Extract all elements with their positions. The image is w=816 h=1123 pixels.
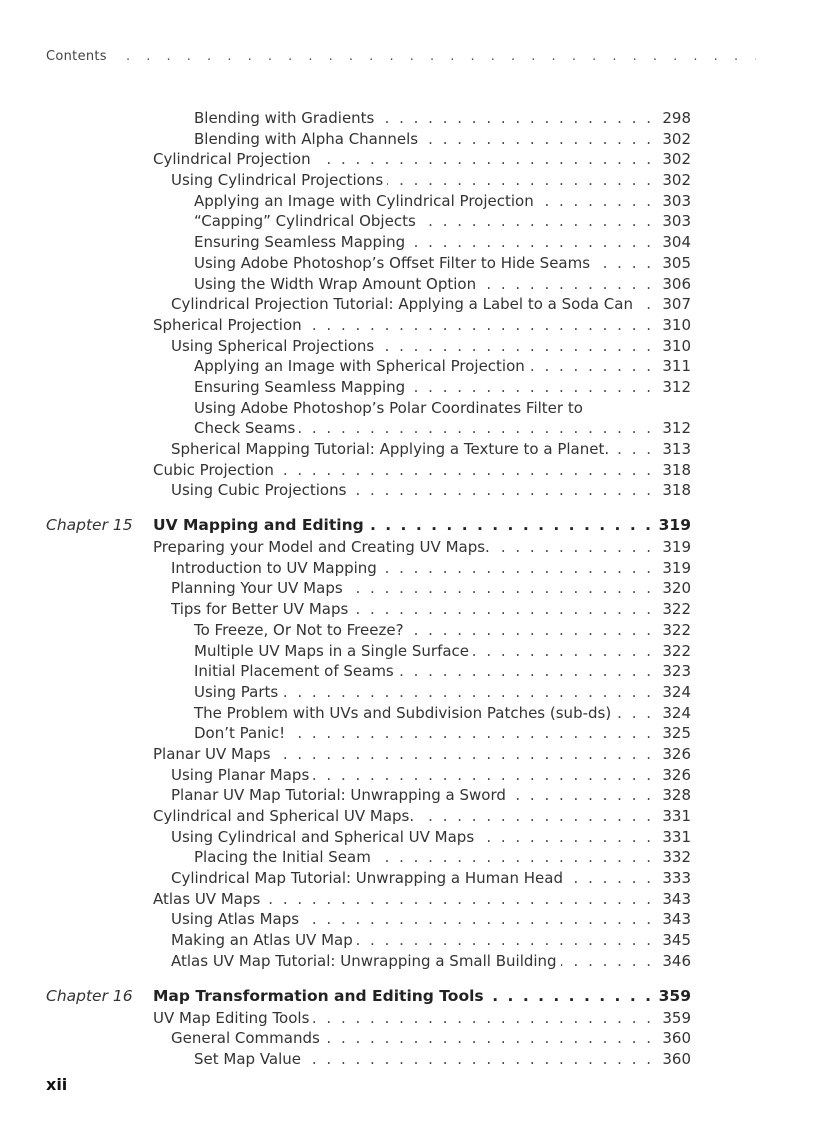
toc-entry[interactable] [0,1028,816,1049]
toc-entry[interactable] [0,868,816,889]
dot-leader [420,211,651,232]
dot-leader [352,599,651,620]
entry-title: Using Cylindrical and Spherical UV Maps [171,827,478,848]
toc-entry[interactable] [0,723,816,744]
entry-title: Applying an Image with Spherical Projection [194,356,529,377]
dot-leader [398,661,651,682]
entry-page-number: 322 [662,620,691,639]
chapter-label: Chapter 16 [46,986,133,1005]
dot-leader [637,294,651,315]
page-folio: xii [46,1075,68,1094]
entry-title: Spherical Mapping Tutorial: Applying a Texture to a Planet. [171,439,613,460]
dot-leader [370,513,651,537]
dot-leader [408,620,651,641]
toc-entry[interactable] [0,232,816,253]
entry-title: Spherical Projection [153,315,306,336]
entry-page-number: 324 [662,703,691,722]
toc-entry[interactable] [0,682,816,703]
chapter-title: UV Mapping and Editing [153,516,364,535]
dot-leader [473,641,651,662]
chapter-page-number: 359 [658,986,691,1005]
dot-leader [282,682,651,703]
entry-title: Atlas UV Map Tutorial: Unwrapping a Small Building [171,951,561,972]
entry-title: Cubic Projection [153,460,278,481]
toc-entry[interactable] [0,253,816,274]
entry-title: Blending with Alpha Channels [194,129,422,150]
toc-entry[interactable] [0,398,816,419]
toc-entry[interactable] [0,620,816,641]
toc-entry[interactable] [0,149,816,170]
entry-page-number: 331 [662,827,691,846]
toc-entry[interactable] [0,806,816,827]
dot-leader [387,170,651,191]
entry-title: Set Map Value [194,1049,305,1070]
entry-page-number: 306 [662,274,691,293]
toc-chapter[interactable] [0,513,816,537]
toc-entry[interactable] [0,294,816,315]
entry-title: Ensuring Seamless Mapping [194,232,409,253]
toc-entry[interactable] [0,377,816,398]
entry-page-number: 305 [662,253,691,272]
toc-entry[interactable] [0,170,816,191]
entry-page-number: 311 [662,357,691,376]
entry-page-number: 302 [662,171,691,190]
entry-page-number: 346 [662,951,691,970]
toc-entry[interactable] [0,439,816,460]
dot-leader [378,108,651,129]
toc-entry[interactable] [0,315,816,336]
dot-leader [418,806,651,827]
toc-entry[interactable] [0,418,816,439]
dot-leader [490,984,651,1008]
entry-title: Using Cylindrical Projections [171,170,387,191]
toc-entry[interactable] [0,744,816,765]
entry-page-number: 298 [662,109,691,127]
dot-leader [567,868,651,889]
entry-page-number: 360 [662,1049,691,1068]
entry-page-number: 345 [662,931,691,950]
chapter-title: Map Transformation and Editing Tools [153,986,484,1005]
entry-title: Using Cubic Projections [171,480,350,501]
dot-leader [303,909,651,930]
entry-title: Ensuring Seamless Mapping [194,377,409,398]
entry-title: Making an Atlas UV Map [171,930,357,951]
entry-title: Planar UV Map Tutorial: Unwrapping a Sword [171,785,510,806]
entry-page-number: 320 [662,579,691,598]
toc-entry[interactable] [0,847,816,868]
toc-entry[interactable] [0,827,816,848]
dot-leader [313,765,651,786]
entry-title: The Problem with UVs and Subdivision Patches (sub-ds) [194,703,615,724]
entry-page-number: 302 [662,129,691,148]
chapter-label: Chapter 15 [46,516,133,535]
entry-title: Atlas UV Maps [153,889,264,910]
entry-page-number: 307 [662,295,691,314]
entry-title: Using the Width Wrap Amount Option [194,274,480,295]
entry-page-number: 359 [662,1008,691,1027]
dot-leader [538,191,651,212]
entry-page-number: 310 [662,336,691,355]
dot-leader [480,274,651,295]
dot-leader [324,1028,651,1049]
entry-page-number: 343 [662,910,691,929]
toc-entry[interactable] [0,211,816,232]
dot-leader [275,744,651,765]
entry-title: Introduction to UV Mapping [171,558,381,579]
running-head [46,49,756,67]
entry-title: Using Adobe Photoshop’s Polar Coordinates Filter to [194,398,587,419]
entry-title: Planning Your UV Maps [171,578,347,599]
entry-title: Tips for Better UV Maps [171,599,352,620]
entry-page-number: 326 [662,744,691,763]
dot-leader [561,951,651,972]
dot-leader [306,315,651,336]
toc-entry[interactable] [0,129,816,150]
entry-page-number: 318 [662,481,691,500]
dot-leader [299,418,651,439]
dot-leader [510,785,651,806]
toc-entry[interactable] [0,191,816,212]
entry-title: Applying an Image with Cylindrical Projection [194,191,538,212]
toc-entry[interactable] [0,703,816,724]
entry-title: Planar UV Maps [153,744,275,765]
entry-title: To Freeze, Or Not to Freeze? [194,620,408,641]
entry-page-number: 312 [662,419,691,438]
running-head-leader [46,49,756,64]
entry-page-number: 304 [662,233,691,252]
entry-page-number: 302 [662,150,691,169]
dot-leader [613,439,651,460]
toc-entry[interactable] [0,661,816,682]
running-head-label: Contents [46,49,113,64]
entry-title: Initial Placement of Seams [194,661,398,682]
toc-entry[interactable] [0,599,816,620]
dot-leader [350,480,651,501]
entry-page-number: 360 [662,1029,691,1048]
dot-leader [264,889,651,910]
toc-entry[interactable] [0,765,816,786]
entry-title: Preparing your Model and Creating UV Maps. [153,537,494,558]
toc-entry[interactable] [0,460,816,481]
toc-entry[interactable] [0,889,816,910]
entry-page-number: 326 [662,765,691,784]
dot-leader [357,930,651,951]
entry-title: Using Spherical Projections [171,336,378,357]
entry-title: Don’t Panic! [194,723,289,744]
entry-title: Cylindrical and Spherical UV Maps. [153,806,418,827]
dot-leader [347,578,651,599]
toc-entry[interactable] [0,356,816,377]
dot-leader [375,847,651,868]
dot-leader [381,558,651,579]
entry-title: Using Atlas Maps [171,909,303,930]
chapter-page-number: 319 [658,516,691,535]
entry-page-number: 323 [662,662,691,681]
dot-leader [422,129,651,150]
toc-entry[interactable] [0,1008,816,1029]
entry-title: Multiple UV Maps in a Single Surface [194,641,473,662]
dot-leader [278,460,651,481]
toc-chapter[interactable] [0,984,816,1008]
dot-leader [409,377,651,398]
entry-title: Cylindrical Projection Tutorial: Applying a Label to a Soda Can [171,294,637,315]
entry-title: “Capping” Cylindrical Objects [194,211,420,232]
entry-page-number: 322 [662,641,691,660]
toc-entry[interactable] [0,108,816,129]
entry-page-number: 319 [662,558,691,577]
dot-leader [615,703,651,724]
dot-leader [305,1049,651,1070]
toc-entry[interactable] [0,785,816,806]
entry-page-number: 325 [662,724,691,743]
toc-entry[interactable] [0,274,816,295]
toc-entry[interactable] [0,578,816,599]
toc-entry[interactable] [0,951,816,972]
entry-page-number: 322 [662,600,691,619]
entry-page-number: 303 [662,212,691,231]
dot-leader [289,723,651,744]
entry-page-number: 333 [662,869,691,888]
toc-entry[interactable] [0,480,816,501]
toc-entry[interactable] [0,1049,816,1070]
entry-title: Placing the Initial Seam [194,847,375,868]
entry-title: Blending with Gradients [194,108,378,129]
dot-leader [478,827,651,848]
entry-page-number: 312 [662,377,691,396]
entry-title: Cylindrical Projection [153,149,315,170]
entry-title: UV Map Editing Tools [153,1008,313,1029]
entry-page-number: 324 [662,682,691,701]
toc-entry[interactable] [0,641,816,662]
dot-leader [315,149,651,170]
entry-page-number: 319 [662,538,691,557]
entry-page-number: 328 [662,786,691,805]
toc-entry[interactable] [0,558,816,579]
entry-page-number: 303 [662,191,691,210]
entry-page-number: 343 [662,889,691,908]
toc-entry[interactable] [0,909,816,930]
toc-entry[interactable] [0,336,816,357]
dot-leader [494,537,651,558]
dot-leader [529,356,651,377]
entry-title: Cylindrical Map Tutorial: Unwrapping a Human Head [171,868,567,889]
entry-page-number: 332 [662,848,691,867]
dot-leader [313,1008,651,1029]
entry-page-number: 318 [662,460,691,479]
entry-title: General Commands [171,1028,324,1049]
toc-entry[interactable] [0,537,816,558]
toc-entry[interactable] [0,930,816,951]
entry-title: Using Planar Maps [171,765,313,786]
dot-leader [409,232,651,253]
entry-title: Check Seams [194,418,299,439]
entry-page-number: 310 [662,315,691,334]
entry-page-number: 313 [662,440,691,458]
dot-leader [378,336,651,357]
entry-title: Using Adobe Photoshop’s Offset Filter to Hide Seams [194,253,594,274]
entry-title: Using Parts [194,682,282,703]
table-of-contents [0,108,816,1070]
entry-page-number: 331 [662,807,691,825]
dot-leader [594,253,651,274]
